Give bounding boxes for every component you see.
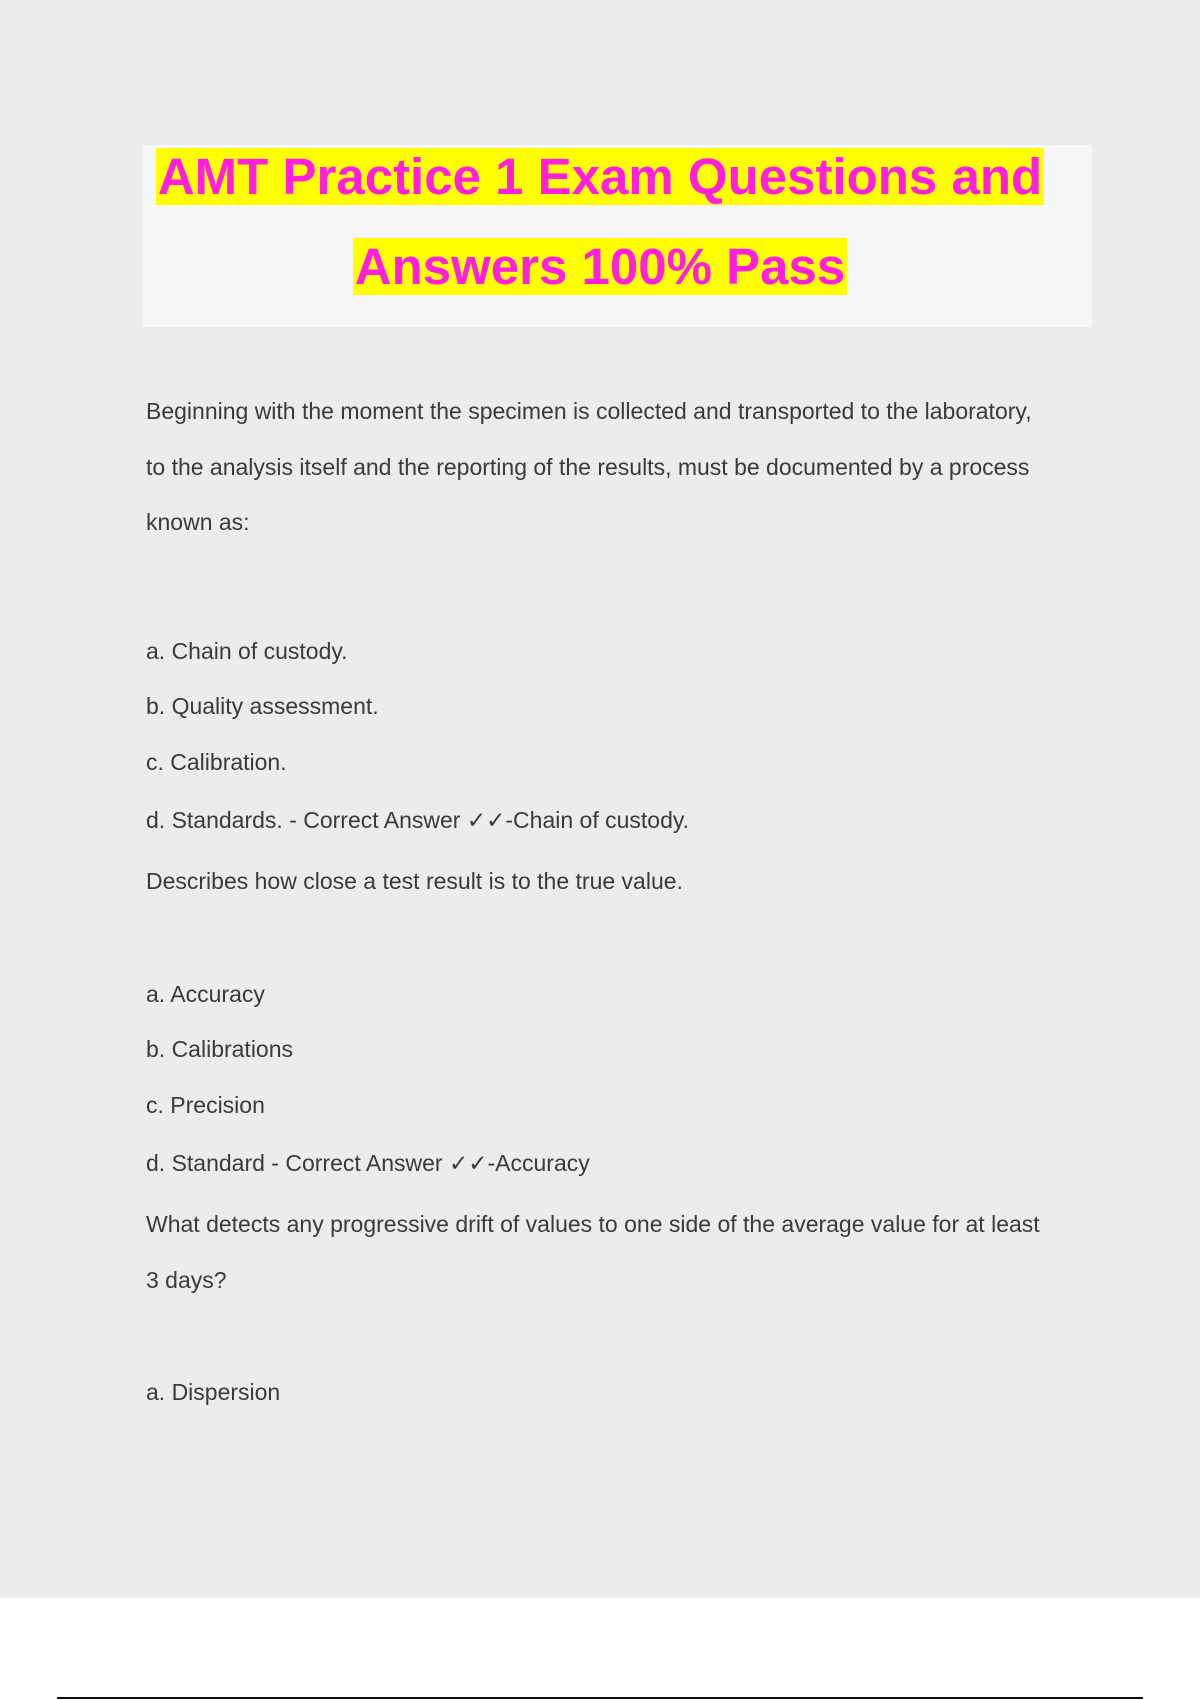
- question-2-line-1: Describes how close a test result is to the true value.: [146, 868, 683, 894]
- question-2-option-d-answer: d. Standard - Correct Answer ✓✓-Accuracy: [146, 1150, 590, 1176]
- question-1-option-c: c. Calibration.: [146, 749, 287, 775]
- question-1-line-2: to the analysis itself and the reporting of the results, must be documented by a process: [146, 454, 1030, 480]
- question-3-line-1: What detects any progressive drift of values to one side of the average value for at least: [146, 1211, 1040, 1237]
- page-bottom-margin: [0, 1598, 1200, 1700]
- footer-divider: [57, 1697, 1143, 1699]
- question-1-option-b: b. Quality assessment.: [146, 693, 379, 719]
- title-highlight-1: AMT Practice 1 Exam Questions and: [157, 148, 1043, 205]
- page-title-line-1: [0, 147, 1200, 207]
- question-2-option-c: c. Precision: [146, 1092, 265, 1118]
- title-highlight-2: Answers 100% Pass: [354, 238, 846, 295]
- question-1-line-3: known as:: [146, 509, 250, 535]
- question-1-option-d-answer: d. Standards. - Correct Answer ✓✓-Chain of custody.: [146, 807, 690, 833]
- page-title-line-2: [0, 237, 1200, 297]
- question-1-option-a: a. Chain of custody.: [146, 638, 348, 664]
- question-1-line-1: Beginning with the moment the specimen is collected and transported to the laboratory,: [146, 398, 1032, 424]
- question-2-option-a: a. Accuracy: [146, 981, 265, 1007]
- question-3-line-2: 3 days?: [146, 1267, 227, 1293]
- question-3-option-a: a. Dispersion: [146, 1379, 281, 1405]
- question-2-option-b: b. Calibrations: [146, 1036, 294, 1062]
